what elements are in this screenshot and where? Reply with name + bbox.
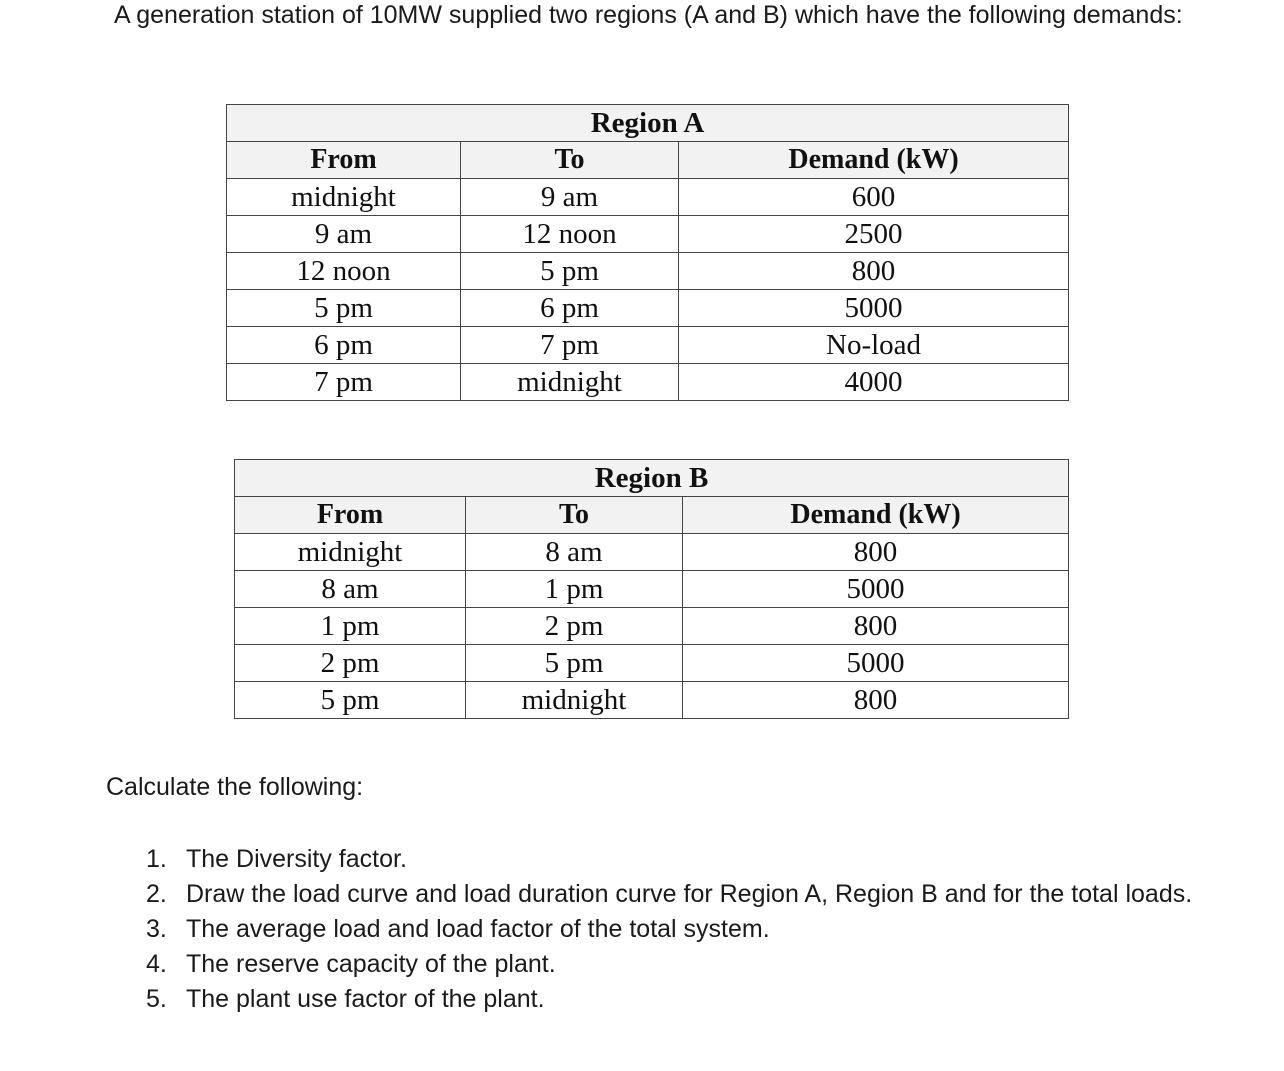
item-number: 5.: [146, 985, 167, 1013]
cell-demand: 4000: [679, 364, 1069, 401]
table-row: [227, 253, 1069, 290]
list-item: [140, 877, 1200, 912]
table-row: [235, 534, 1069, 571]
region-b-header-row: [235, 497, 1069, 534]
item-number: 2.: [146, 880, 167, 908]
item-text: The average load and load factor of the total system.: [186, 915, 770, 943]
cell-from: 9 am: [227, 216, 461, 253]
column-header-to: To: [466, 497, 683, 534]
column-header-to: To: [461, 142, 679, 179]
cell-demand: 5000: [679, 290, 1069, 327]
list-item: [140, 912, 1200, 947]
cell-from: 1 pm: [235, 608, 466, 645]
region-a-title: Region A: [227, 105, 1069, 142]
cell-from: 7 pm: [227, 364, 461, 401]
cell-demand: 800: [683, 608, 1069, 645]
column-header-from: From: [227, 142, 461, 179]
cell-from: 5 pm: [235, 682, 466, 719]
region-a-title-row: [227, 105, 1069, 142]
item-number: 1.: [146, 845, 167, 873]
list-item: [140, 842, 1200, 877]
cell-demand: 800: [683, 682, 1069, 719]
table-row: [227, 364, 1069, 401]
table-row: [227, 216, 1069, 253]
cell-demand: No-load: [679, 327, 1069, 364]
table-row: [227, 327, 1069, 364]
table-row: [235, 608, 1069, 645]
item-text: The Diversity factor.: [186, 845, 407, 873]
cell-to: 1 pm: [466, 571, 683, 608]
cell-to: 8 am: [466, 534, 683, 571]
item-number: 4.: [146, 950, 167, 978]
cell-demand: 800: [679, 253, 1069, 290]
cell-from: midnight: [235, 534, 466, 571]
cell-to: 5 pm: [461, 253, 679, 290]
cell-demand: 800: [683, 534, 1069, 571]
cell-to: 2 pm: [466, 608, 683, 645]
cell-demand: 5000: [683, 571, 1069, 608]
problem-intro: A generation station of 10MW supplied two regions (A and B) which have the following demands:: [114, 1, 1183, 29]
column-header-demand: Demand (kW): [679, 142, 1069, 179]
item-number: 3.: [146, 915, 167, 943]
region-a-table: [226, 104, 1069, 401]
cell-to: midnight: [466, 682, 683, 719]
table-row: [227, 179, 1069, 216]
table-row: [227, 290, 1069, 327]
cell-to: midnight: [461, 364, 679, 401]
cell-to: 9 am: [461, 179, 679, 216]
task-list: [140, 842, 1200, 1017]
cell-from: 12 noon: [227, 253, 461, 290]
region-a-header-row: [227, 142, 1069, 179]
item-text: The reserve capacity of the plant.: [186, 950, 556, 978]
cell-to: 6 pm: [461, 290, 679, 327]
region-b-title: Region B: [235, 460, 1069, 497]
cell-to: 5 pm: [466, 645, 683, 682]
cell-from: 6 pm: [227, 327, 461, 364]
cell-from: 8 am: [235, 571, 466, 608]
cell-from: 5 pm: [227, 290, 461, 327]
column-header-demand: Demand (kW): [683, 497, 1069, 534]
region-b-table: [234, 459, 1069, 719]
table-row: [235, 571, 1069, 608]
table-row: [235, 682, 1069, 719]
cell-demand: 2500: [679, 216, 1069, 253]
cell-to: 7 pm: [461, 327, 679, 364]
table-row: [235, 645, 1069, 682]
cell-demand: 600: [679, 179, 1069, 216]
cell-demand: 5000: [683, 645, 1069, 682]
list-item: [140, 947, 1200, 982]
region-b-title-row: [235, 460, 1069, 497]
item-text: Draw the load curve and load duration curve for Region A, Region B and for the total loads.: [186, 880, 1193, 908]
item-text: The plant use factor of the plant.: [186, 985, 545, 1013]
cell-to: 12 noon: [461, 216, 679, 253]
cell-from: 2 pm: [235, 645, 466, 682]
cell-from: midnight: [227, 179, 461, 216]
list-item: [140, 982, 1200, 1017]
column-header-from: From: [235, 497, 466, 534]
calculate-heading: Calculate the following:: [106, 773, 364, 801]
